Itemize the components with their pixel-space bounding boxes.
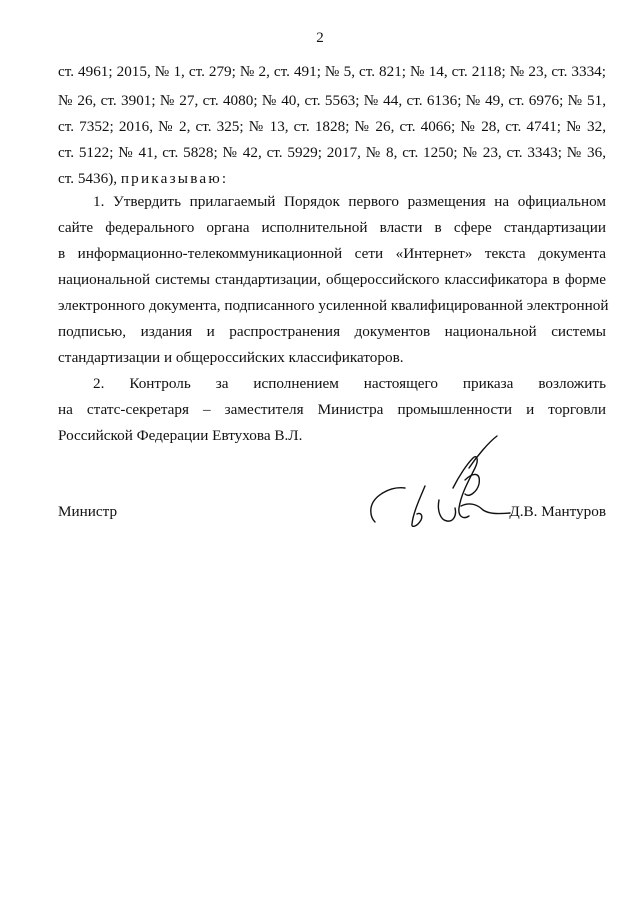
item1-line: электронного документа, подписанного усиленной квалифицированной электронной xyxy=(58,297,609,314)
citation-line-final xyxy=(58,170,606,188)
citation-line: ст. 4961; 2015, № 1, ст. 279; № 2, ст. 491; № 5, ст. 821; № 14, ст. 2118; № 23, ст. 3334; xyxy=(58,63,606,80)
item1-line: в информационно-телекоммуникационной сети «Интернет» текста документа xyxy=(58,245,606,262)
page-number: 2 xyxy=(316,30,324,46)
order-word: приказываю: xyxy=(120,170,229,187)
item1-line: сайте федерального органа исполнительной власти в сфере стандартизации xyxy=(58,219,606,236)
item1-line: подписью, издания и распространения документов национальной системы xyxy=(58,323,606,340)
signature-block xyxy=(58,503,606,525)
signatory-name: Д.В. Мантуров xyxy=(509,503,606,520)
item2-line: Российской Федерации Евтухова В.Л. xyxy=(58,427,303,444)
item2-line: 2. Контроль за исполнением настоящего приказа возложить xyxy=(93,375,606,392)
item1-line: национальной системы стандартизации, общероссийского классификатора в форме xyxy=(58,271,606,288)
citation-last-prefix: ст. 5436), xyxy=(58,170,121,187)
citation-line: ст. 7352; 2016, № 2, ст. 325; № 13, ст. 1828; № 26, ст. 4066; № 28, ст. 4741; № 32, xyxy=(58,118,606,135)
item1-line: 1. Утвердить прилагаемый Порядок первого размещения на официальном xyxy=(93,193,606,210)
item2-line: на статс-секретаря – заместителя Министра промышленности и торговли xyxy=(58,401,606,418)
citation-line: ст. 5122; № 41, ст. 5828; № 42, ст. 5929; 2017, № 8, ст. 1250; № 23, ст. 3343; № 36, xyxy=(58,144,606,161)
citation-line: № 26, ст. 3901; № 27, ст. 4080; № 40, ст. 5563; № 44, ст. 6136; № 49, ст. 6976; № 51, xyxy=(58,92,606,109)
signatory-title: Министр xyxy=(58,503,118,520)
item1-line: стандартизации и общероссийских классификаторов. xyxy=(58,349,404,366)
